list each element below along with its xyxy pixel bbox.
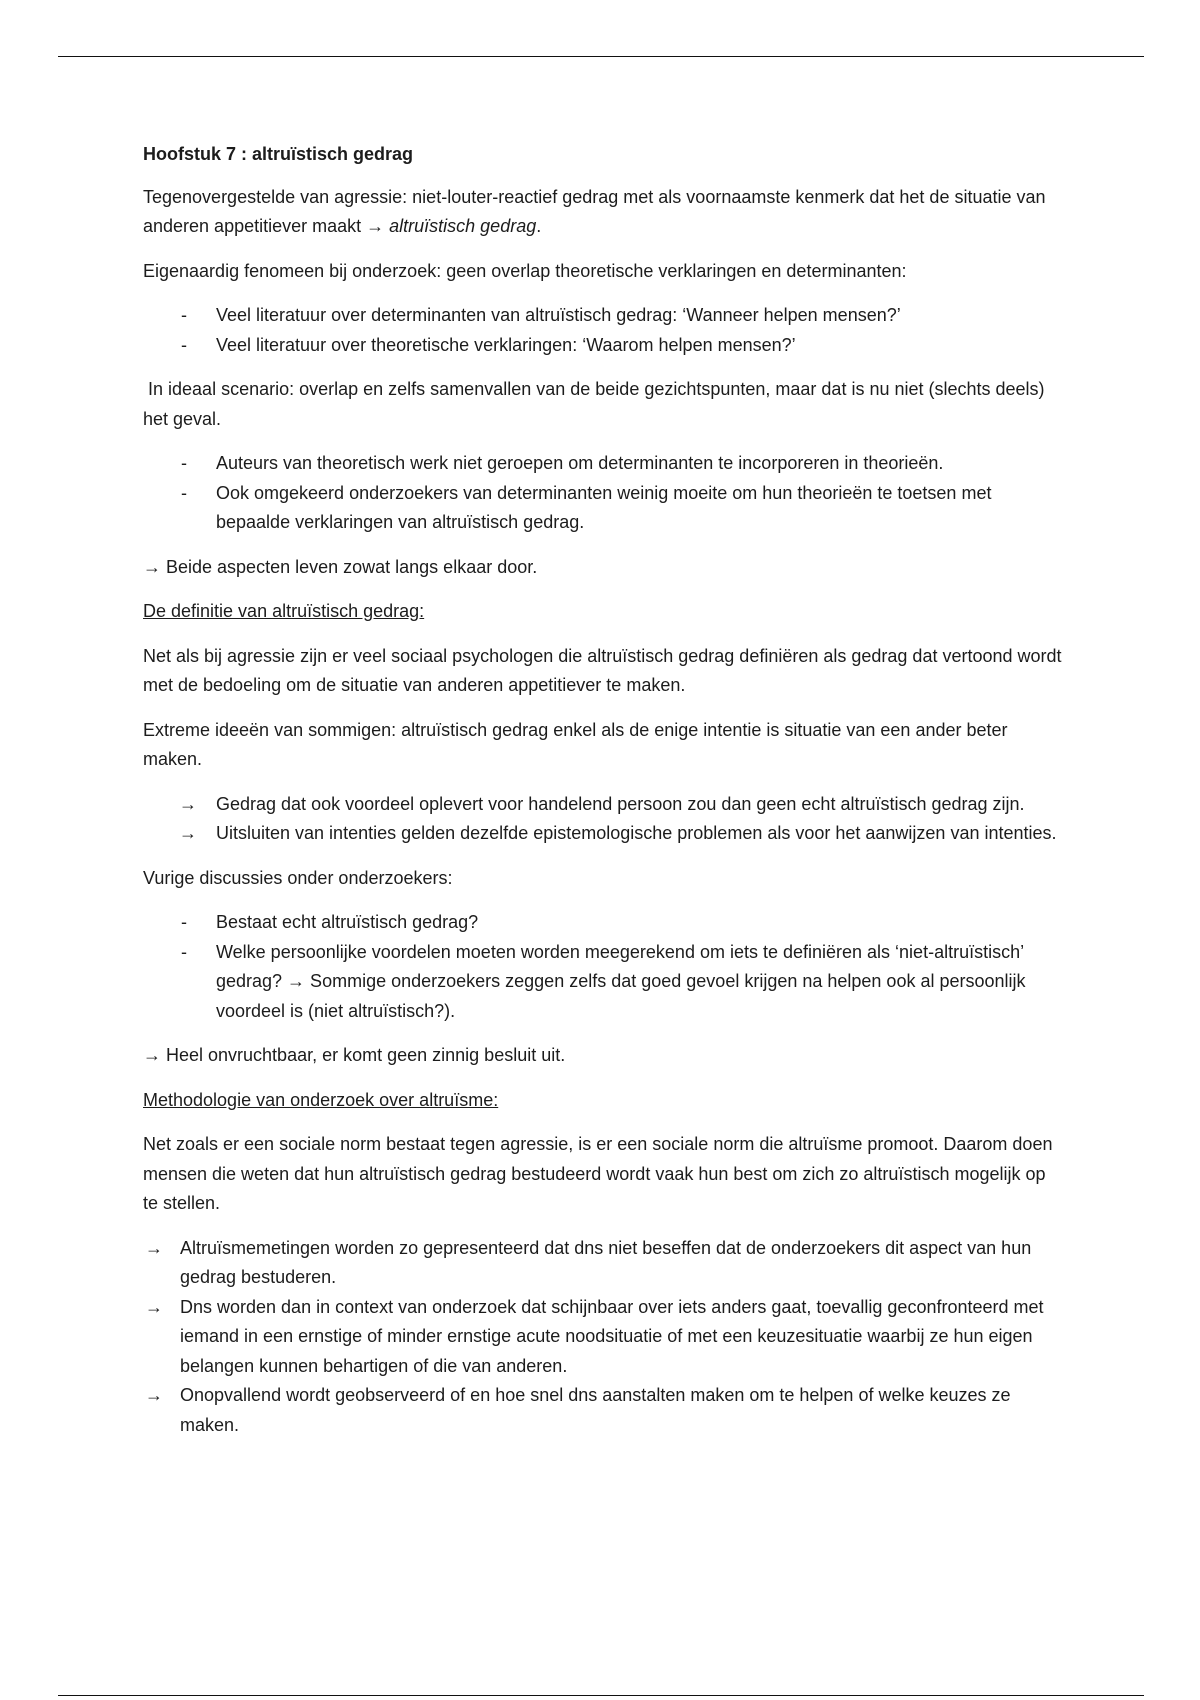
- discussions-list: [143, 908, 1063, 1026]
- definition-paragraph-2: Extreme ideeën van sommigen: altruïstisch gedrag enkel als de enige intentie is situatie van een ander beter maken.: [143, 719, 1008, 769]
- list-item-text: Ook omgekeerd onderzoekers van determinanten weinig moeite om hun theorieën te toetsen met bepaalde verklaringen van altruïstisch gedrag.: [216, 482, 992, 532]
- list-item-text: Welke persoonlijke voordelen moeten worden meegerekend om iets te definiëren als ‘niet-altruïstisch’ gedrag? → Sommige onderzoekers zeggen zelfs dat goed gevoel krijgen na helpen ook al persoonlijk voordeel is (niet altruïstisch?).: [216, 941, 1026, 1021]
- dash-marker: -: [181, 305, 187, 325]
- list-item-text: Auteurs van theoretisch werk niet geroepen om determinanten te incorporeren in theorieën.: [216, 453, 944, 473]
- list-item: [143, 331, 1063, 361]
- dash-marker: -: [181, 912, 187, 932]
- top-rule: [58, 56, 1144, 57]
- dash-marker: -: [181, 334, 187, 355]
- definition-heading: De definitie van altruïstisch gedrag:: [143, 601, 425, 621]
- list-item-text: Dns worden dan in context van onderzoek dat schijnbaar over iets anders gaat, toevallig geconfronteerd met iemand in een ernstige of minder ernstige acute noodsituatie of met een keuzesituatie waarbij ze hun eigen belangen kunnen behartigen of die van anderen.: [180, 1296, 1044, 1376]
- list-item: [143, 819, 1063, 849]
- methodology-paragraph: Net zoals er een sociale norm bestaat tegen agressie, is er een sociale norm die altruïsme promoot. Daarom doen mensen die weten dat hun altruïstisch gedrag bestudeerd wordt vaak hun best om zich zo altruïstisch mogelijk op te stellen.: [143, 1134, 1053, 1213]
- chapter-title: Hoofstuk 7 : altruïstisch gedrag: [143, 144, 414, 164]
- list-item: [143, 1381, 1063, 1440]
- definition-list: [143, 790, 1063, 849]
- list-item-text: Altruïsmemetingen worden zo gepresenteerd dat dns niet beseffen dat de onderzoekers dit aspect van hun gedrag bestuderen.: [180, 1237, 1032, 1287]
- phenomenon-paragraph: Eigenaardig fenomeen bij onderzoek: geen overlap theoretische verklaringen en determinanten:: [143, 260, 907, 281]
- list-item-text: Veel literatuur over determinanten van altruïstisch gedrag: ‘Wanneer helpen mensen?’: [216, 305, 901, 325]
- arrow-marker: →: [179, 793, 197, 814]
- list-item: [143, 1293, 1063, 1382]
- arrow-marker: →: [145, 1385, 163, 1405]
- methodology-heading: Methodologie van onderzoek over altruïsme:: [143, 1089, 499, 1110]
- list-item-text: Onopvallend wordt geobserveerd of en hoe snel dns aanstalten maken om te helpen of welke keuzes ze maken.: [180, 1385, 1011, 1435]
- list-item: [143, 1234, 1063, 1293]
- discussions-paragraph: Vurige discussies onder onderzoekers:: [143, 867, 453, 888]
- list-item: [143, 301, 1063, 331]
- list-item: [143, 790, 1063, 820]
- list-item-text: Gedrag dat ook voordeel oplevert voor handelend persoon zou dan geen echt altruïstisch gedrag zijn.: [216, 793, 1025, 814]
- intro-end: .: [536, 216, 542, 236]
- ideal-paragraph: In ideaal scenario: overlap en zelfs samenvallen van de beide gezichtspunten, maar dat is nu niet (slechts deels) het geval.: [143, 379, 1050, 429]
- dash-marker: -: [181, 453, 187, 473]
- document-body: [143, 140, 1063, 1455]
- list-item-text: Uitsluiten van intenties gelden dezelfde epistemologische problemen als voor het aanwijzen van intenties.: [216, 823, 1057, 843]
- authors-list: [143, 449, 1063, 538]
- arrow-marker: →: [179, 823, 197, 843]
- list-item: [143, 479, 1063, 538]
- list-item: [143, 449, 1063, 479]
- dash-marker: -: [181, 941, 187, 962]
- methodology-list: [143, 1234, 1063, 1441]
- bottom-rule: [58, 1695, 1144, 1696]
- list-item: [143, 908, 1063, 938]
- arrow-marker: →: [145, 1237, 163, 1258]
- intro-emphasis: altruïstisch gedrag: [389, 216, 537, 236]
- conclusion-paragraph-1: → Beide aspecten leven zowat langs elkaar door.: [143, 556, 538, 577]
- conclusion-paragraph-2: → Heel onvruchtbaar, er komt geen zinnig besluit uit.: [143, 1045, 566, 1065]
- list-item-text: Bestaat echt altruïstisch gedrag?: [216, 912, 479, 932]
- dash-marker: -: [181, 482, 187, 503]
- intro-paragraph: [143, 183, 1063, 242]
- intro-text: Tegenovergestelde van agressie: niet-louter-reactief gedrag met als voornaamste kenmerk dat het de situatie van anderen appetitiever maakt →: [143, 186, 1046, 236]
- arrow-marker: →: [145, 1296, 163, 1317]
- definition-paragraph-1: Net als bij agressie zijn er veel sociaal psychologen die altruïstisch gedrag definiëren als gedrag dat vertoond wordt met de bedoeling om de situatie van anderen appetitiever te maken.: [143, 645, 1062, 695]
- list-item-text: Veel literatuur over theoretische verklaringen: ‘Waarom helpen mensen?’: [216, 334, 796, 355]
- list-item: [143, 938, 1063, 1027]
- literature-list: [143, 301, 1063, 360]
